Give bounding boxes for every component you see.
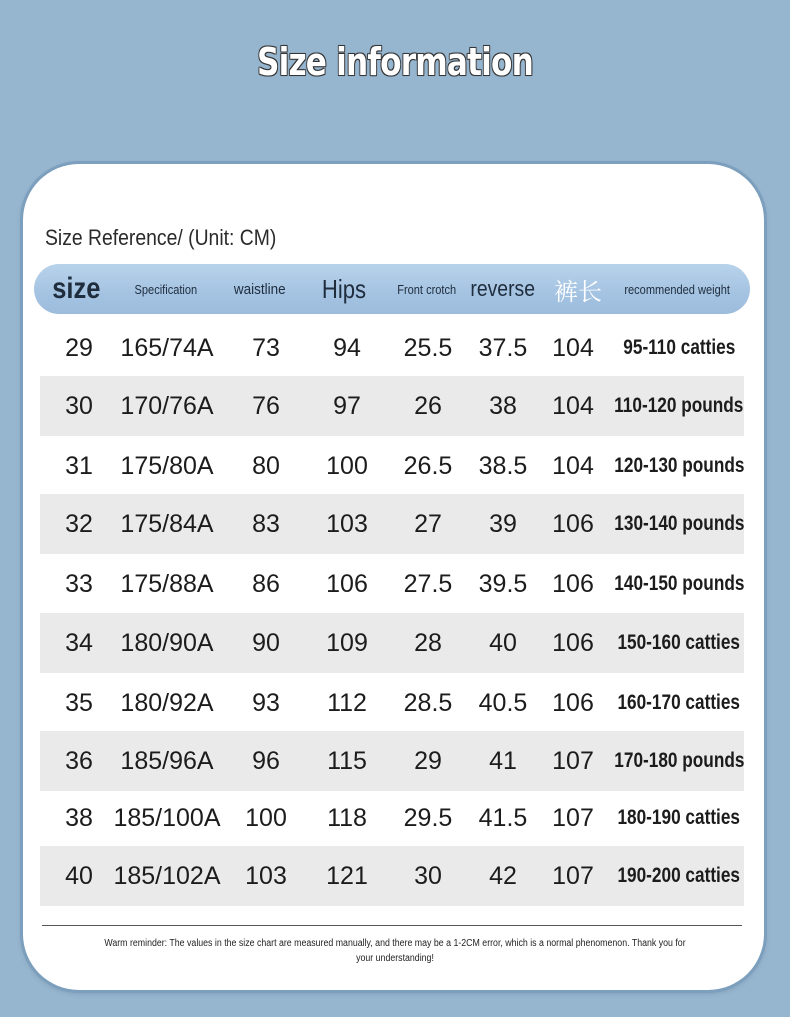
cell-recommended-weight: 140-150 pounds [613, 572, 745, 595]
size-reference-title: Size Reference/ (Unit: CM) [45, 225, 277, 250]
cell-length: 106 [552, 569, 594, 598]
cell-front-crotch: 27.5 [403, 569, 453, 598]
cell-specification: 175/88A [120, 569, 214, 598]
cell-hips: 103 [326, 509, 368, 538]
header-size: size [51, 272, 101, 305]
cell-length: 107 [552, 746, 594, 775]
cell-specification: 170/76A [120, 391, 214, 420]
cell-hips: 106 [326, 569, 368, 598]
cell-recommended-weight: 170-180 pounds [613, 749, 745, 772]
table-row [40, 318, 744, 378]
cell-specification: 185/100A [113, 803, 221, 832]
cell-specification: 175/80A [120, 451, 214, 480]
cell-waistline: 86 [252, 569, 280, 598]
table-row [40, 554, 744, 614]
table-row [40, 494, 744, 554]
cell-recommended-weight: 150-160 catties [617, 631, 741, 654]
cell-reverse: 37.5 [478, 333, 528, 362]
table-row [40, 613, 744, 673]
cell-reverse: 38.5 [478, 451, 528, 480]
cell-hips: 115 [327, 746, 367, 775]
cell-recommended-weight: 160-170 catties [617, 691, 741, 714]
cell-length: 106 [552, 628, 594, 657]
cell-length: 106 [552, 688, 594, 717]
cell-waistline: 103 [245, 861, 287, 890]
cell-size: 34 [65, 628, 93, 657]
header-specification: Specification [134, 281, 198, 297]
cell-length: 104 [552, 333, 594, 362]
header-length: 裤长 [554, 277, 602, 306]
cell-size: 33 [65, 569, 93, 598]
table-row [40, 788, 744, 848]
cell-front-crotch: 29.5 [403, 803, 453, 832]
cell-front-crotch: 28 [414, 628, 442, 657]
cell-length: 107 [552, 861, 594, 890]
cell-front-crotch: 30 [414, 861, 442, 890]
cell-length: 107 [552, 803, 594, 832]
cell-size: 29 [65, 333, 93, 362]
divider [42, 925, 742, 926]
cell-specification: 180/90A [120, 628, 214, 657]
cell-waistline: 73 [252, 333, 280, 362]
cell-specification: 180/92A [120, 688, 214, 717]
cell-front-crotch: 29 [414, 746, 442, 775]
header-front-crotch: Front crotch [397, 281, 457, 297]
cell-waistline: 76 [252, 391, 280, 420]
cell-waistline: 96 [252, 746, 280, 775]
cell-reverse: 39.5 [478, 569, 528, 598]
cell-front-crotch: 25.5 [403, 333, 453, 362]
page-title: Size information [257, 40, 533, 84]
header-reverse: reverse [470, 276, 536, 301]
cell-reverse: 38 [489, 391, 517, 420]
cell-size: 32 [65, 509, 93, 538]
cell-front-crotch: 27 [414, 509, 442, 538]
cell-hips: 94 [333, 333, 361, 362]
cell-length: 104 [552, 391, 594, 420]
header-recommended-weight: recommended weight [624, 281, 730, 297]
table-row [40, 673, 744, 733]
cell-hips: 97 [333, 391, 361, 420]
cell-size: 35 [65, 688, 93, 717]
cell-reverse: 41 [489, 746, 517, 775]
header-hips: Hips [321, 273, 367, 304]
cell-specification: 165/74A [120, 333, 214, 362]
cell-reverse: 39 [489, 509, 517, 538]
cell-specification: 185/96A [120, 746, 214, 775]
cell-front-crotch: 26.5 [403, 451, 453, 480]
cell-waistline: 83 [252, 509, 280, 538]
cell-waistline: 100 [245, 803, 287, 832]
cell-recommended-weight: 110-120 pounds [614, 394, 744, 417]
cell-hips: 121 [326, 861, 368, 890]
cell-reverse: 41.5 [478, 803, 528, 832]
cell-front-crotch: 26 [414, 391, 442, 420]
cell-hips: 118 [327, 803, 367, 832]
cell-waistline: 93 [252, 688, 280, 717]
cell-waistline: 80 [252, 451, 280, 480]
cell-recommended-weight: 95-110 catties [622, 336, 736, 359]
warm-reminder: Warm reminder: The values in the size chart are measured manually, and there may be a 1-2CM error, which is a normal phenomenon. Thank you for your understanding! [104, 938, 686, 964]
cell-length: 106 [552, 509, 594, 538]
table-row [40, 436, 744, 496]
cell-recommended-weight: 130-140 pounds [613, 512, 745, 535]
cell-front-crotch: 28.5 [403, 688, 453, 717]
cell-specification: 185/102A [113, 861, 221, 890]
cell-reverse: 40 [489, 628, 517, 657]
table-row [40, 846, 744, 906]
cell-specification: 175/84A [120, 509, 214, 538]
cell-recommended-weight: 120-130 pounds [613, 454, 745, 477]
cell-hips: 112 [327, 688, 367, 717]
table-row [40, 376, 744, 436]
cell-reverse: 40.5 [478, 688, 528, 717]
table-row [40, 731, 744, 791]
cell-length: 104 [552, 451, 594, 480]
cell-size: 40 [65, 861, 93, 890]
header-waistline: waistline [234, 280, 286, 298]
cell-reverse: 42 [489, 861, 517, 890]
cell-recommended-weight: 190-200 catties [617, 864, 741, 887]
cell-size: 36 [65, 746, 93, 775]
cell-size: 38 [65, 803, 93, 832]
cell-hips: 100 [326, 451, 368, 480]
cell-hips: 109 [326, 628, 368, 657]
cell-size: 30 [65, 391, 93, 420]
cell-size: 31 [65, 451, 93, 480]
cell-recommended-weight: 180-190 catties [617, 806, 741, 829]
cell-waistline: 90 [252, 628, 280, 657]
